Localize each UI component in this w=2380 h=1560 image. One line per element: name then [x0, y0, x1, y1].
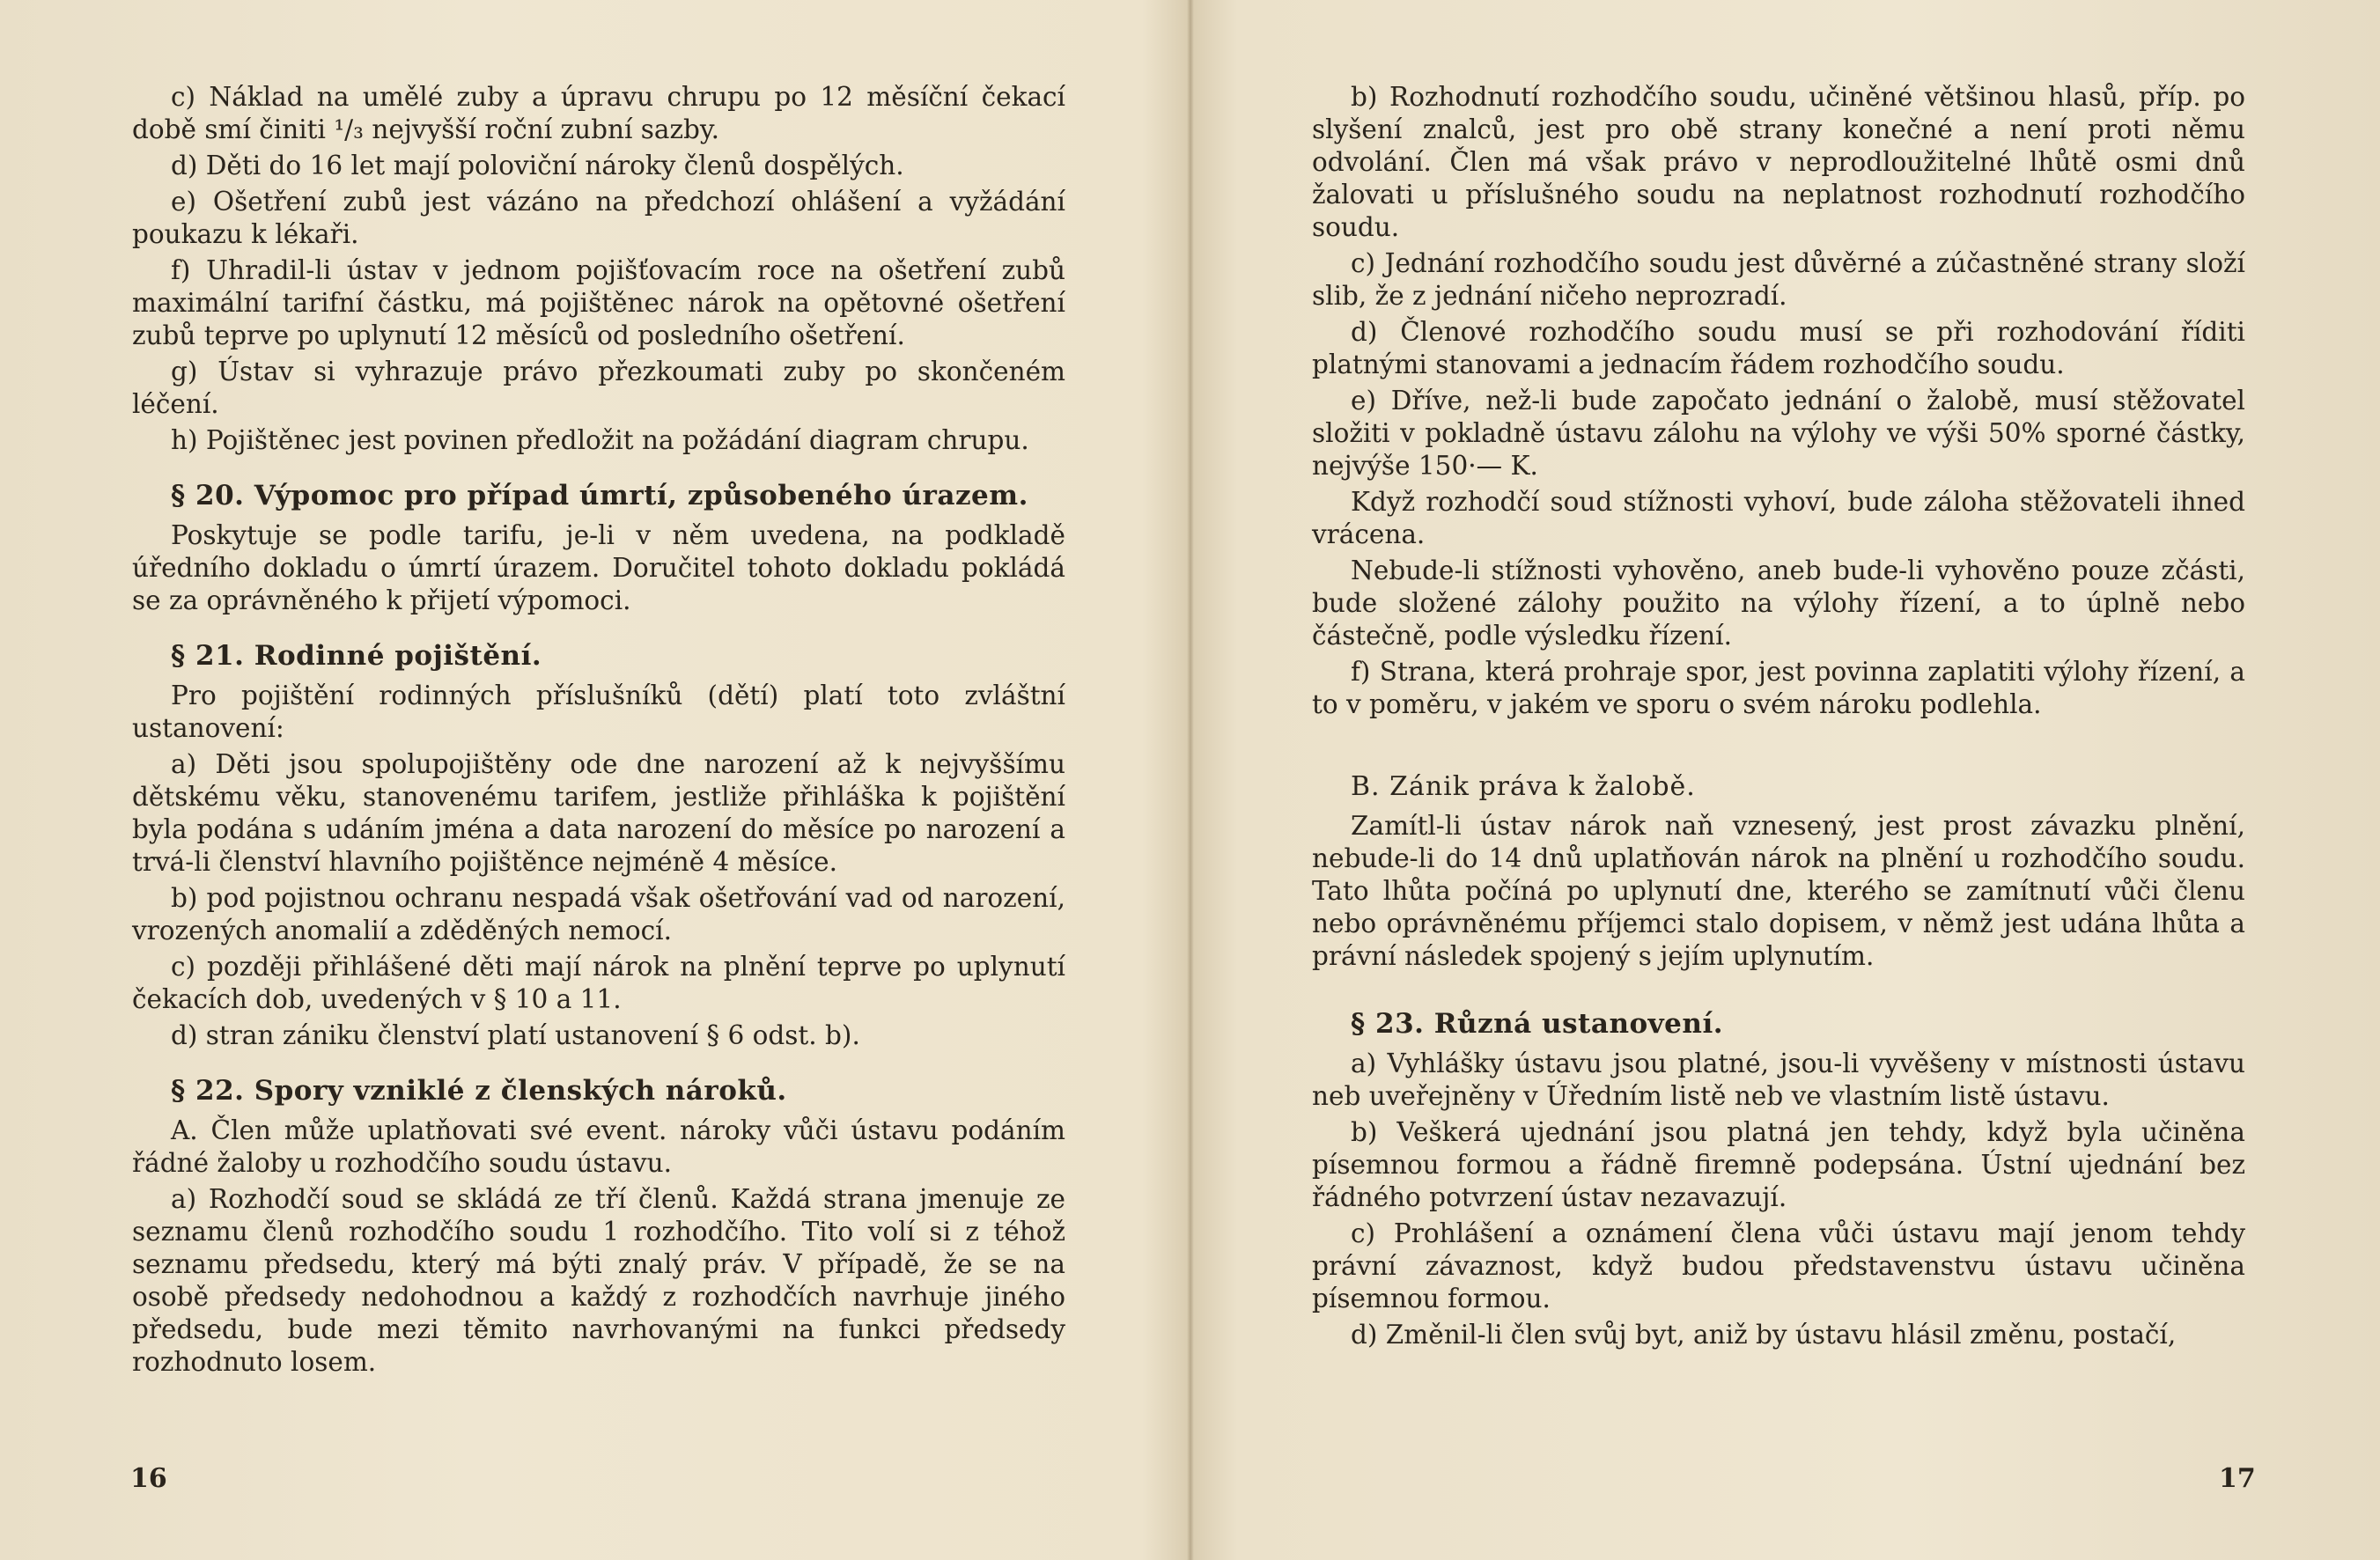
paragraph-b-decision: b) Rozhodnutí rozhodčího soudu, učiněné většinou hlasů, příp. po slyšení znalců, jest pro obě strany konečné a není proti němu odvolání. Člen má však právo v neprodloužitelné lhůtě osmi dnů žalovati u příslušného soudu na neplatnost rozhodnutí rozhodčího soudu.	[1312, 82, 2245, 242]
paragraph-d-children: d) Děti do 16 let mají poloviční nároky členů dospělých.	[171, 151, 904, 180]
section-b-text: Zamítl-li ústav nárok naň vznesený, jest prost závazku plnění, nebude-li do 14 dnů uplatňován nárok na plnění u rozhodčího soudu. Tato lhůta počíná po uplynutí dne, kterého se zamítnutí vůči členu nebo oprávněnému příjemci stalo dopisem, v němž jest udána lhůta a právní následek spojený s jejím uplynutím.	[1312, 811, 2245, 971]
section-20-heading: § 20. Výpomoc pro případ úmrtí, způsobeného úrazem.	[171, 480, 1028, 511]
section-20-text: Poskytuje se podle tarifu, je-li v něm uvedena, na podkladě úředního dokladu o úmrtí úrazem. Doručitel tohoto dokladu pokládá se za oprávněného k přijetí výpomoci.	[132, 520, 1065, 615]
paragraph-d-members: d) Členové rozhodčího soudu musí se při rozhodování říditi platnými stanovami a jednacím řádem rozhodčího soudu.	[1312, 317, 2245, 379]
paragraph-e-notice: e) Ošetření zubů jest vázáno na předchozí ohlášení a vyžádání poukazu k lékaři.	[132, 187, 1065, 249]
section-23-item-a: a) Vyhlášky ústavu jsou platné, jsou-li vyvěšeny v místnosti ústavu neb uveřejněny v Úředním listě neb ve vlastním listě ústavu.	[1312, 1049, 2245, 1111]
section-22-heading: § 22. Spory vzniklé z členských nároků.	[171, 1075, 787, 1107]
section-21-item-c: c) později přihlášené děti mají nárok na plnění teprve po uplynutí čekacích dob, uvedených v § 10 a 11.	[132, 952, 1065, 1014]
paragraph-h-diagram: h) Pojištěnec jest povinen předložit na požádání diagram chrupu.	[171, 425, 1029, 455]
section-23-item-b: b) Veškerá ujednání jsou platná jen tehdy, když byla učiněna písemnou formou a řádně firemně podepsána. Ústní ujednání bez řádného potvrzení ústav nezavazují.	[1312, 1117, 2245, 1212]
section-22-intro: A. Člen může uplatňovati své event. nároky vůči ústavu podáním řádné žaloby u rozhodčího soudu ústavu.	[132, 1115, 1065, 1178]
section-22-item-a: a) Rozhodčí soud se skládá ze tří členů. Každá strana jmenuje ze seznamu členů rozhodčího soudu 1 rozhodčího. Tito volí si z téhož seznamu předsedu, který má býti znalý práv. V případě, že se na osobě předsedy nedohodnou a každý z rozhodčích navrhuje jiného předsedu, bude mezi těmito navrhovanými na funkci předsedy rozhodnuto losem.	[132, 1184, 1065, 1377]
paragraph-e-deposit: e) Dříve, než-li bude započato jednání o žalobě, musí stěžovatel složiti v pokladně ústavu zálohu na výlohy ve výši 50% sporné částky, nejvýše 150·— K.	[1312, 386, 2245, 481]
section-21-heading: § 21. Rodinné pojištění.	[171, 640, 542, 672]
paragraph-refund: Když rozhodčí soud stížnosti vyhoví, bude záloha stěžovateli ihned vrácena.	[1312, 487, 2245, 549]
paragraph-f-costs: f) Strana, která prohraje spor, jest povinna zaplatiti výlohy řízení, a to v poměru, v jakém ve sporu o svém nároku podlehla.	[1312, 657, 2245, 719]
section-21-item-b: b) pod pojistnou ochranu nespadá však ošetřování vad od narození, vrozených anomalií a zděděných nemocí.	[132, 883, 1065, 946]
section-21-item-d: d) stran zániku členství platí ustanovení § 6 odst. b).	[171, 1020, 860, 1050]
section-23-heading: § 23. Různá ustanovení.	[1351, 1008, 1724, 1040]
section-21-intro: Pro pojištění rodinných příslušníků (dětí) platí toto zvláštní ustanovení:	[132, 681, 1065, 743]
section-23-item-c: c) Prohlášení a oznámení člena vůči ústavu mají jenom tehdy právní závaznost, když budou představenstvu ústavu učiněna písemnou formou.	[1312, 1218, 2245, 1313]
book-gutter	[1187, 0, 1194, 1560]
paragraph-c-dentures: c) Náklad na umělé zuby a úpravu chrupu po 12 měsíční čekací době smí činiti ¹/₃ nejvyšší roční zubní sazby.	[132, 82, 1065, 144]
page-number-left: 16	[130, 1463, 167, 1494]
left-page	[132, 81, 1065, 1382]
paragraph-partial: Nebude-li stížnosti vyhověno, aneb bude-li vyhověno pouze zčásti, bude složené zálohy použito na výlohy řízení, a to úplně nebo částečně, podle výsledku řízení.	[1312, 556, 2245, 651]
section-b-heading: B. Zánik práva k žalobě.	[1351, 771, 1696, 802]
right-page	[1312, 81, 2245, 1355]
section-23-item-d: d) Změnil-li člen svůj byt, aniž by ústavu hlásil změnu, postačí,	[1351, 1320, 2177, 1350]
section-21-item-a: a) Děti jsou spolupojištěny ode dne narození až k nejvyššímu dětskému věku, stanovenému tarifem, jestliže přihláška k pojištění byla podána s udáním jména a data narození do měsíce po narození a trvá-li členství hlavního pojištěnce nejméně 4 měsíce.	[132, 749, 1065, 877]
page-number-right: 17	[2219, 1463, 2256, 1494]
paragraph-f-maximum: f) Uhradil-li ústav v jednom pojišťovacím roce na ošetření zubů maximální tarifní částku, má pojištěnec nárok na opětovné ošetření zubů teprve po uplynutí 12 měsíců od posledního ošetření.	[132, 255, 1065, 350]
paragraph-g-review: g) Ústav si vyhrazuje právo přezkoumati zuby po skončeném léčení.	[132, 357, 1065, 419]
paragraph-c-confidential: c) Jednání rozhodčího soudu jest důvěrné a zúčastněné strany složí slib, že z jednání ničeho neprozradí.	[1312, 248, 2245, 311]
